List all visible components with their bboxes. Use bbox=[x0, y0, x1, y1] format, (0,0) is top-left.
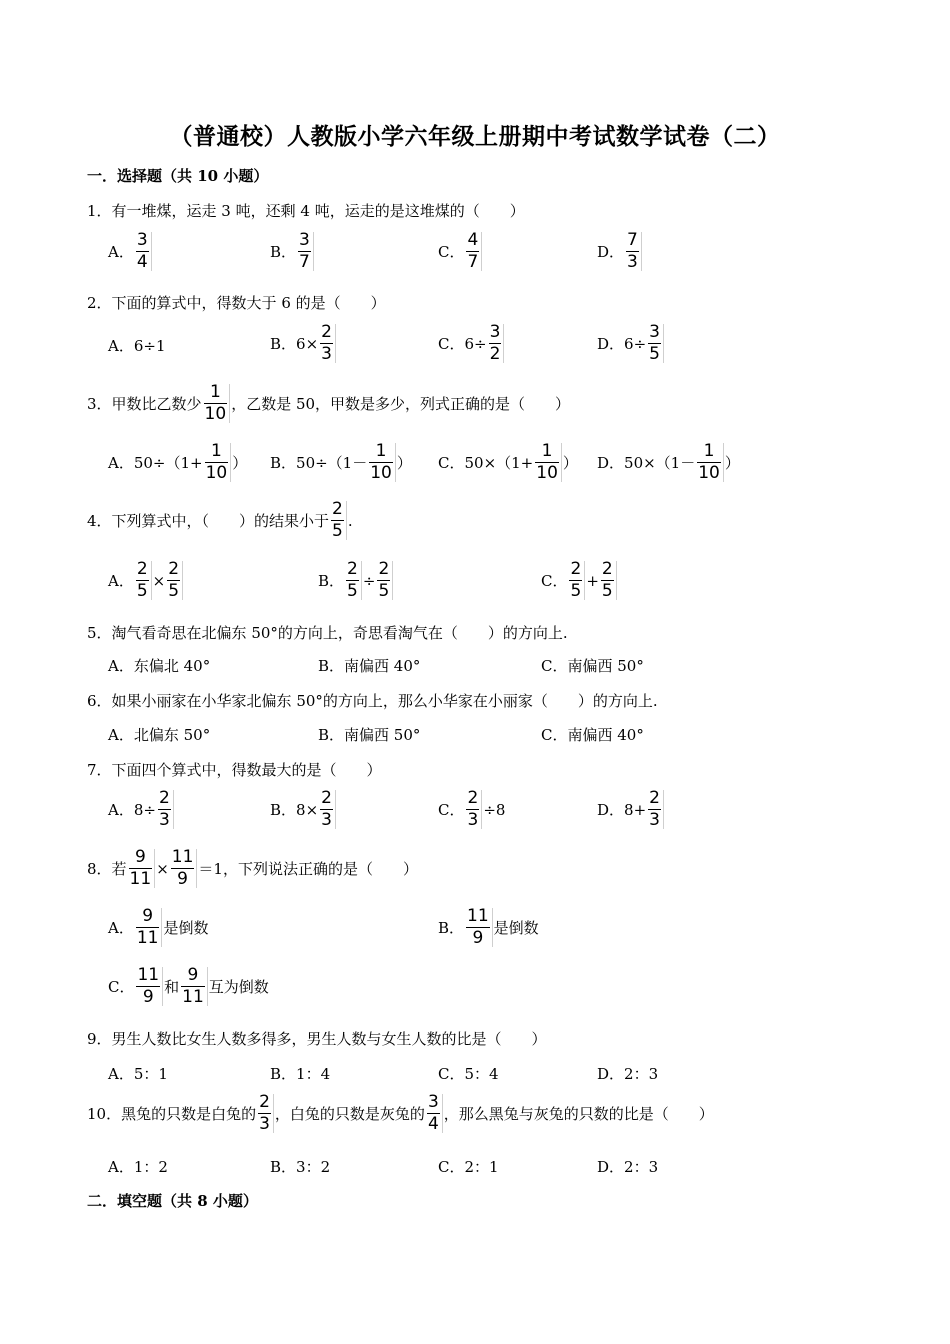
question-9: 9．男生人数比女生人数多得多，男生人数与女生人数的比是（ ） bbox=[87, 1030, 547, 1048]
q1-option-b: B． $\frac{3}{7}$ bbox=[270, 232, 315, 271]
fraction: $\frac{3}{5}$ bbox=[647, 324, 664, 363]
fraction: $\frac{2}{5}$ bbox=[166, 561, 183, 600]
fraction: $\frac{9}{11}$ bbox=[135, 908, 163, 947]
section-heading-fill: 二．填空题（共 8 小题） bbox=[87, 1192, 258, 1210]
fraction: $\frac{2}{3}$ bbox=[157, 790, 174, 829]
fraction: $\frac{2}{5}$ bbox=[345, 561, 362, 600]
fraction: $\frac{2}{3}$ bbox=[647, 790, 664, 829]
q8-option-a: A． $\frac{9}{11}$ 是倒数 bbox=[108, 906, 209, 948]
q10-option-a: A．1：2 bbox=[108, 1158, 168, 1176]
q1-option-d: D． $\frac{7}{3}$ bbox=[597, 232, 643, 271]
fraction: $\frac{1}{10}$ bbox=[204, 443, 232, 482]
fraction: $\frac{2}{5}$ bbox=[600, 561, 617, 600]
fraction: $\frac{2}{5}$ bbox=[376, 561, 393, 600]
q4-option-a: A． $\frac{2}{5}$ × $\frac{2}{5}$ bbox=[108, 561, 184, 600]
q6-option-a: A．北偏东 50° bbox=[108, 726, 211, 744]
fraction: $\frac{9}{11}$ bbox=[128, 849, 156, 888]
question-7: 7．下面四个算式中，得数最大的是（ ） bbox=[87, 761, 382, 779]
q6-option-c: C．南偏西 40° bbox=[541, 726, 644, 744]
fraction: $\frac{3}{7}$ bbox=[297, 232, 314, 271]
question-6: 6．如果小丽家在小华家北偏东 50°的方向上，那么小华家在小丽家（ ）的方向上. bbox=[87, 692, 658, 710]
question-10: 10．黑兔的只数是白兔的 $\frac{2}{3}$ ，白兔的只数是灰兔的 $\frac{3}{4}$ ，那么黑兔与灰兔的只数的比是（ ） bbox=[87, 1092, 714, 1134]
fraction: $\frac{2}{3}$ bbox=[319, 790, 336, 829]
q3-option-a: A．50÷（1+ $\frac{1}{10}$ ） bbox=[108, 441, 248, 483]
fraction: $\frac{7}{3}$ bbox=[625, 232, 642, 271]
q5-option-c: C．南偏西 50° bbox=[541, 657, 644, 675]
question-3: 3．甲数比乙数少 $\frac{1}{10}$ ，乙数是 50，甲数是多少，列式正确的是（ ） bbox=[87, 382, 571, 424]
fraction: $\frac{1}{10}$ bbox=[203, 384, 231, 423]
fraction: $\frac{2}{3}$ bbox=[319, 324, 336, 363]
fraction: $\frac{2}{3}$ bbox=[465, 790, 482, 829]
question-1: 1．有一堆煤，运走 3 吨，还剩 4 吨，运走的是这堆煤的（ ） bbox=[87, 202, 525, 220]
q10-option-c: C．2：1 bbox=[438, 1158, 499, 1176]
q4-option-b: B． $\frac{2}{5}$ ÷ $\frac{2}{5}$ bbox=[318, 561, 394, 600]
fraction: $\frac{2}{5}$ bbox=[568, 561, 585, 600]
q2-option-a: A．6÷1 bbox=[108, 336, 166, 355]
q3-option-d: D．50×（1－ $\frac{1}{10}$ ） bbox=[597, 441, 740, 483]
fraction: $\frac{1}{10}$ bbox=[368, 443, 396, 482]
q6-option-b: B．南偏西 50° bbox=[318, 726, 421, 744]
q9-option-d: D．2：3 bbox=[597, 1065, 659, 1083]
fraction: $\frac{2}{5}$ bbox=[135, 561, 152, 600]
q7-option-a: A．8÷ $\frac{2}{3}$ bbox=[108, 790, 175, 829]
q5-option-b: B．南偏西 40° bbox=[318, 657, 421, 675]
q2-option-d: D．6÷ $\frac{3}{5}$ bbox=[597, 324, 665, 363]
q7-option-c: C． $\frac{2}{3}$ ÷8 bbox=[438, 788, 506, 830]
q9-option-a: A．5：1 bbox=[108, 1065, 168, 1083]
fraction: $\frac{2}{5}$ bbox=[330, 501, 347, 540]
page-title: （普通校）人教版小学六年级上册期中考试数学试卷（二） bbox=[169, 123, 781, 150]
q10-option-d: D．2：3 bbox=[597, 1158, 659, 1176]
fraction: $\frac{3}{4}$ bbox=[135, 232, 152, 271]
q1-option-c: C． $\frac{4}{7}$ bbox=[438, 232, 483, 271]
q3-option-c: C．50×（1+ $\frac{1}{10}$ ） bbox=[438, 441, 578, 483]
fraction: $\frac{1}{10}$ bbox=[534, 443, 562, 482]
q5-option-a: A．东偏北 40° bbox=[108, 657, 211, 675]
q7-option-b: B．8× $\frac{2}{3}$ bbox=[270, 790, 337, 829]
q7-option-d: D．8+ $\frac{2}{3}$ bbox=[597, 790, 665, 829]
question-2: 2．下面的算式中，得数大于 6 的是（ ） bbox=[87, 294, 386, 312]
q10-option-b: B．3：2 bbox=[270, 1158, 331, 1176]
fraction: $\frac{1}{10}$ bbox=[696, 443, 724, 482]
fraction: $\frac{11}{9}$ bbox=[170, 849, 198, 888]
fraction: $\frac{9}{11}$ bbox=[180, 967, 208, 1006]
q9-option-b: B．1：4 bbox=[270, 1065, 331, 1083]
fraction: $\frac{4}{7}$ bbox=[465, 232, 482, 271]
q8-option-b: B． $\frac{11}{9}$ 是倒数 bbox=[438, 906, 539, 948]
q8-option-c: C． $\frac{11}{9}$ 和 $\frac{9}{11}$ 互为倒数 bbox=[108, 965, 269, 1007]
q9-option-c: C．5：4 bbox=[438, 1065, 499, 1083]
question-5: 5．淘气看奇思在北偏东 50°的方向上，奇思看淘气在（ ）的方向上. bbox=[87, 624, 568, 642]
fraction: $\frac{11}{9}$ bbox=[465, 908, 493, 947]
fraction: $\frac{11}{9}$ bbox=[135, 967, 163, 1006]
fraction: $\frac{2}{3}$ bbox=[257, 1094, 274, 1133]
fraction: $\frac{3}{2}$ bbox=[488, 324, 505, 363]
fraction: $\frac{3}{4}$ bbox=[426, 1094, 443, 1133]
q2-option-b: B．6× $\frac{2}{3}$ bbox=[270, 324, 337, 363]
q4-option-c: C． $\frac{2}{5}$ + $\frac{2}{5}$ bbox=[541, 561, 618, 600]
q1-option-a: A． $\frac{3}{4}$ bbox=[108, 232, 153, 271]
question-4: 4．下列算式中，（ ）的结果小于 $\frac{2}{5}$ . bbox=[87, 499, 353, 541]
question-8: 8．若 $\frac{9}{11}$ × $\frac{11}{9}$ ＝1，下列说法正确的是（ ） bbox=[87, 847, 418, 889]
section-heading-choice: 一．选择题（共 10 小题） bbox=[87, 167, 269, 185]
q2-option-c: C．6÷ $\frac{3}{2}$ bbox=[438, 324, 505, 363]
q3-option-b: B．50÷（1－ $\frac{1}{10}$ ） bbox=[270, 441, 412, 483]
